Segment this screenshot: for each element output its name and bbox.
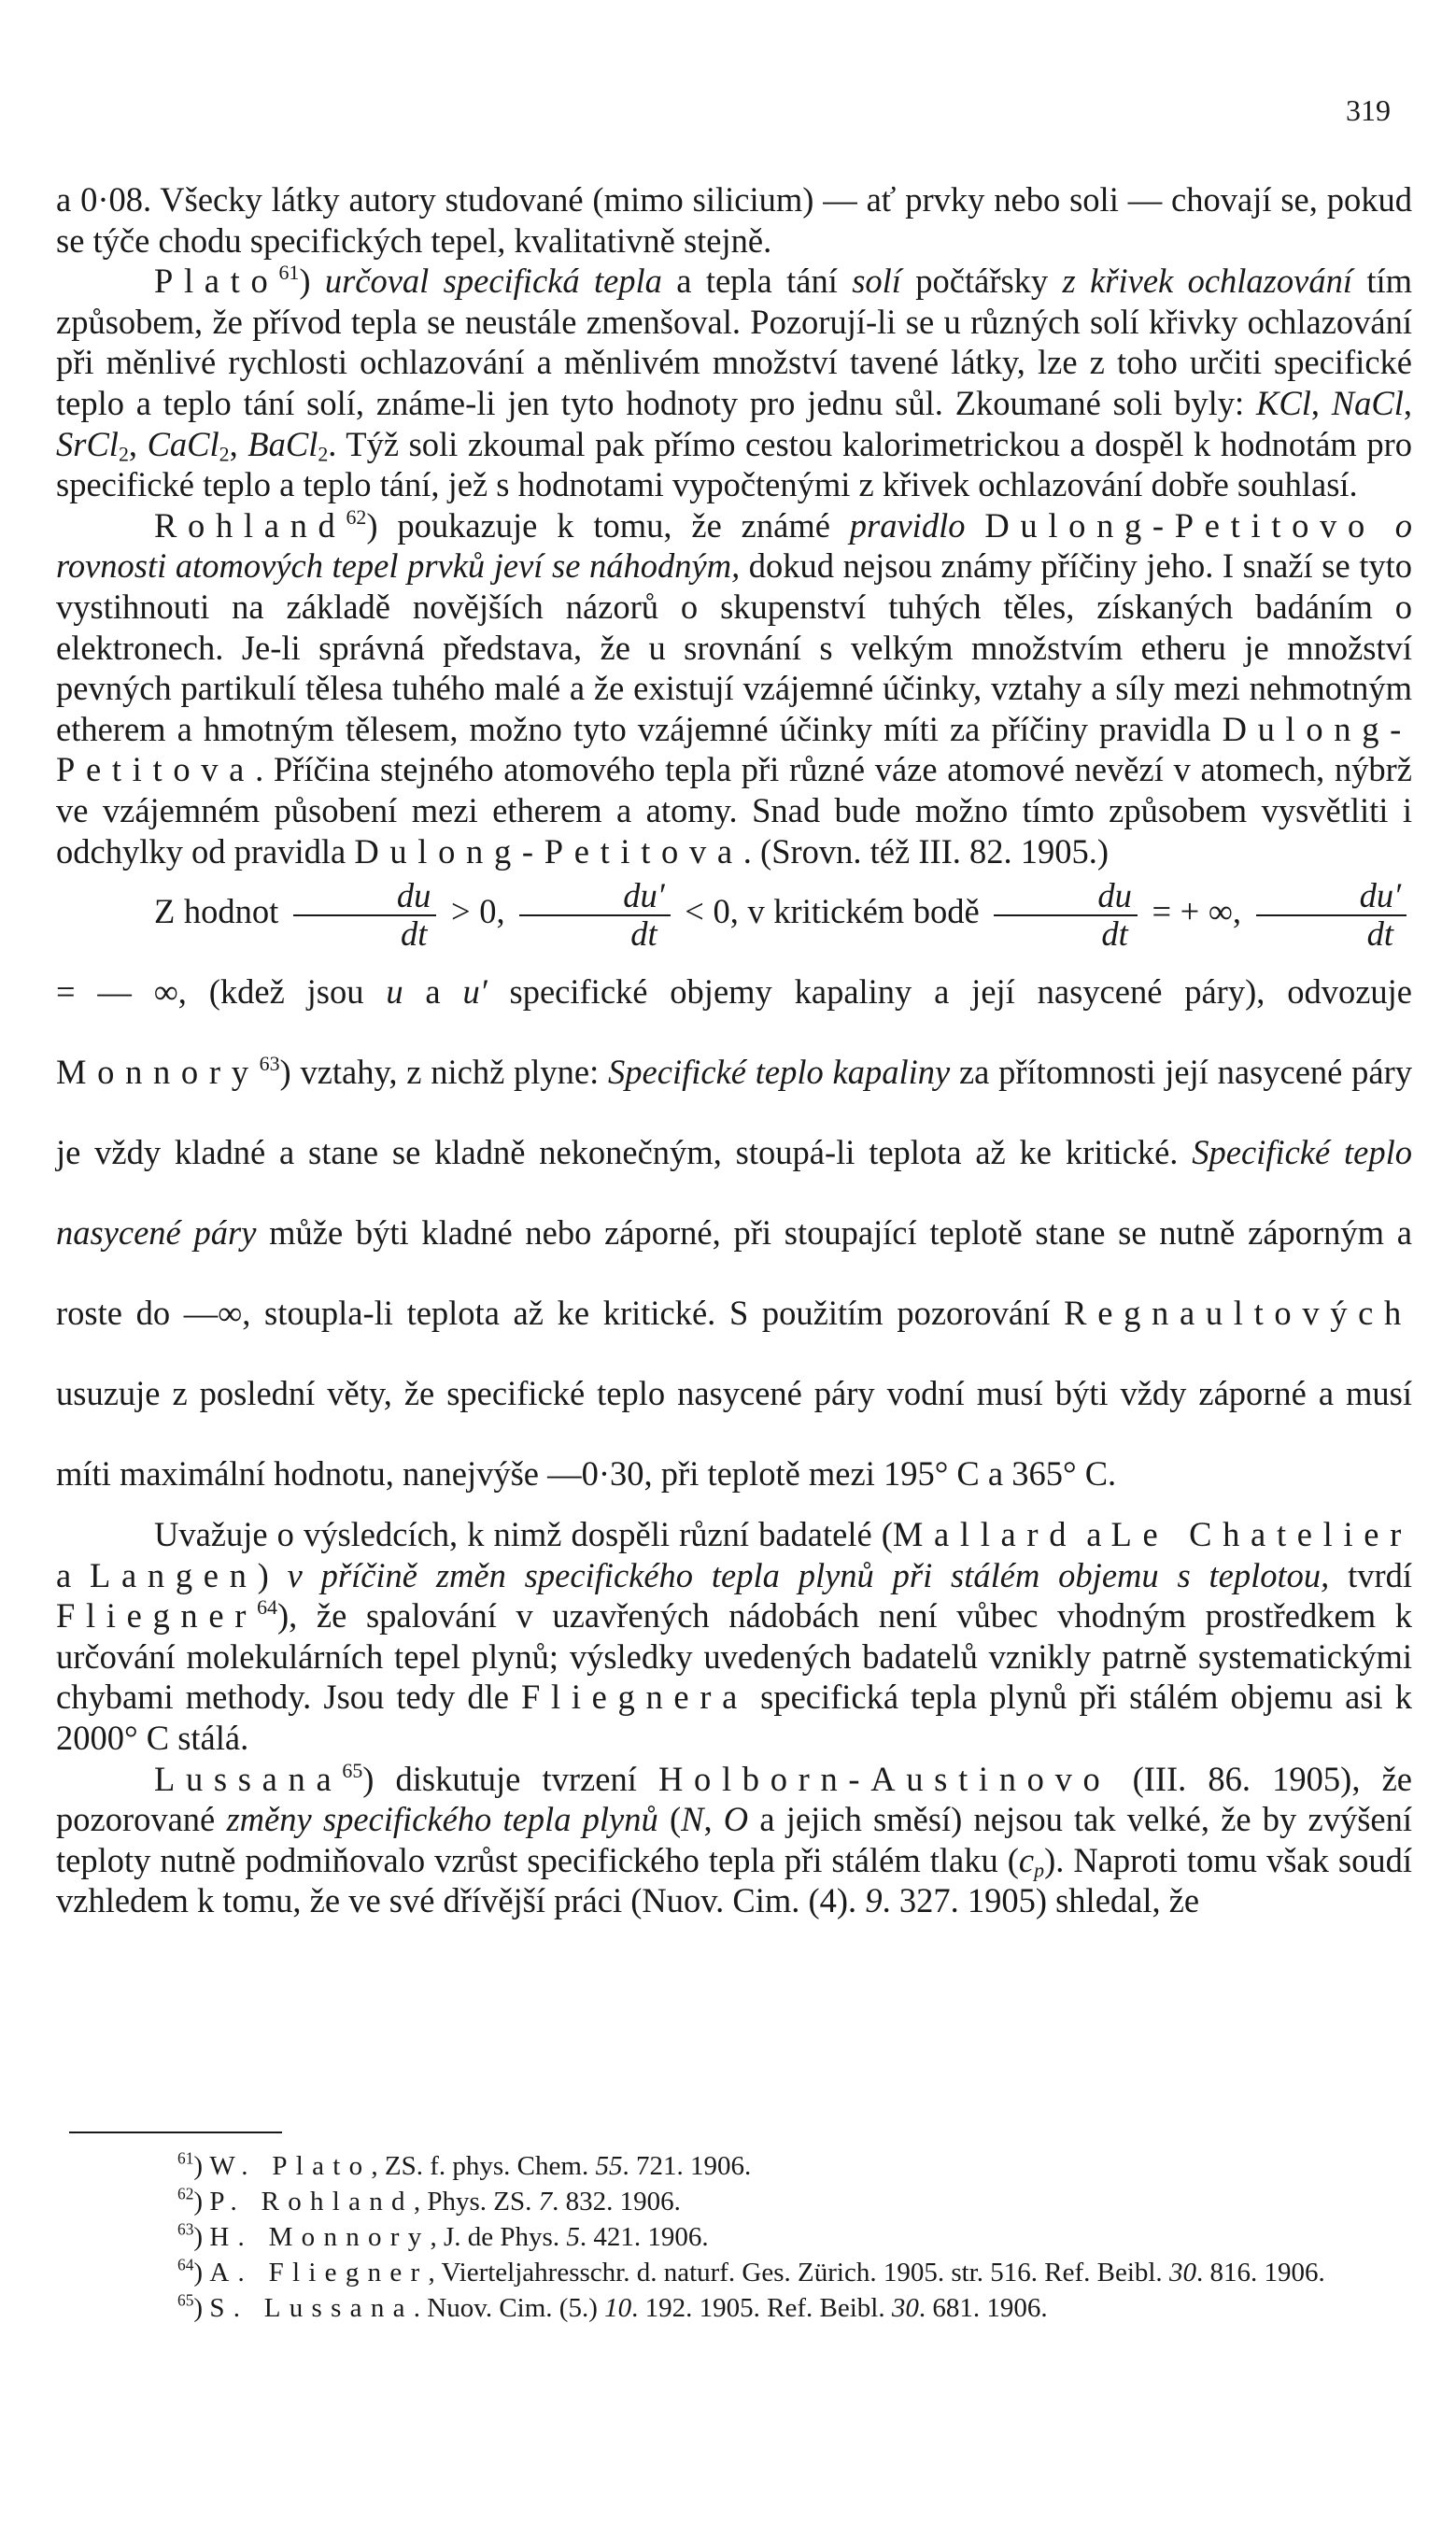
footnotes <box>67 2148 1412 2326</box>
paragraph-3: Rohland$^{62}$) poukazuje k tomu, že známé pravidlo Dulong-Petitovo o rovnosti atomových tepel prvků jeví se náhodným, dokud nejsou známy příčiny jeho. I snaží se tyto vystihnouti na základě novějších názorů o skupenství tuhých těles, získaných badáním o elektronech. Je-li správná představa, že u srovnání s velkým množstvím etheru je množství pevných partikulí tělesa tuhého malé a že existují vzájemné účinky, vztahy a síly mezi nehmotným etherem a hmotným tělesem, možno tyto vzájemné účinky míti za příčiny pravidla Dulong-Petitova. Příčina stejného atomového tepla při různé váze atomové nevězí v atomech, nýbrž ve vzájemném působení mezi etherem a atomy. Snad bude možno tímto způsobem vysvětliti i odchylky od pravidla Dulong-Petitova. (Srovn. též III. 82. 1905.) <box>56 504 1413 871</box>
author-name: Monnory <box>56 1053 260 1092</box>
footnote-61: $^{61}$) W. Plato, ZS. f. phys. Chem. 55. 721. 1906. <box>177 2148 752 2181</box>
formula: NaCl <box>1331 383 1404 422</box>
footnote-divider <box>69 2132 282 2133</box>
formula: BaCl <box>247 424 318 463</box>
paragraph-4: Z hodnot $\frac{du}{dt}$ > 0, $\frac{du'}{dt}$ < 0, v kritickém bodě $\frac{du}{dt}$ = + ∞, $\frac{du'}{dt}$ = — ∞, (kdež jsou u a u′ specifické objemy kapaliny a její nasycené páry), odvozuje Monnory$^{63}$) vztahy, z nichž plyne: Specifické teplo kapaliny za přítomnosti její nasycené páry je vždy kladné a stane se kladně nekonečným, stoupá-li teplota až ke kritické. Specifické teplo nasycené páry může býti kladné nebo záporné, při stoupající teplotě stane se nutně záporným a roste do —∞, stoupla-li teplota až ke kritické. S použitím pozorování Regnaultových usuzuje z poslední věty, že specifické teplo nasycené páry vodní musí býti vždy záporné a musí míti maximální hodnotu, nanejvýše —0·30, při teplotě mezi 195° C a 365° C. <box>56 876 1412 1494</box>
footnote-63: $^{63}$) H. Monnory, J. de Phys. 5. 421. 1906. <box>177 2219 709 2252</box>
formula: KCl <box>1256 383 1311 422</box>
paragraph-2: Plato$^{61}$) určoval specifická tepla a tepla tání solí počtářsky z křivek ochlazování tím způsobem, že přívod tepla se neustále zmenšoval. Pozorují-li se u různých solí křivky ochlazování při měnlivé rychlosti ochlazování a měnlivém množství tavené látky, lze z toho určiti specifické teplo a teplo tání solí, známe-li jen tyto hodnoty pro jednu sůl. Zkoumané soli byly: KCl, NaCl, SrCl$_2$, CaCl$_2$, BaCl$_2$. Týž soli zkoumal pak přímo cestou kalorimetrickou a dospěl k hodnotám pro specifické teplo a teplo tání, jež s hodnotami vypočtenými z křivek ochlazování dobře souhlasí. <box>56 260 1413 504</box>
footnote-ref: 62 <box>346 504 367 529</box>
footnote-65: $^{65}$) S. Lussana. Nuov. Cim. (5.) 10. 192. 1905. Ref. Beibl. 30. 681. 1906. <box>177 2290 1048 2323</box>
footnote-ref: 61 <box>278 260 300 284</box>
fraction-du-dt: $\frac{du}{dt}$ <box>994 878 1138 952</box>
footnote-ref: 63 <box>259 1051 280 1075</box>
footnote-64: $^{64}$) A. Fliegner, Vierteljahresschr. d. naturf. Ges. Zürich. 1905. str. 516. Ref. Beibl. 30. 816. 1906. <box>177 2255 1325 2287</box>
footnote-ref: 64 <box>257 1595 277 1620</box>
footnote-ref: 65 <box>342 1758 363 1782</box>
author-name: Fliegner <box>56 1596 258 1636</box>
author-name: Rohland <box>154 505 346 545</box>
paragraph-6: Lussana$^{65}$) diskutuje tvrzení Holborn-Austinovo (III. 86. 1905), že pozorované změny specifického tepla plynů (N, O a jejich směsí) nejsou tak velké, že by zvýšení teploty nutně podmiňovalo vzrůst specifického tepla při stálém tlaku $(c_p)$. Naproti tomu však soudí vzhledem k tomu, že ve své dřívější práci (Nuov. Cim. (4). 9. 327. 1905) shledal, že <box>56 1758 1412 1920</box>
main-text <box>56 179 1412 1921</box>
formula: CaCl <box>147 424 219 463</box>
formula: SrCl <box>56 424 119 463</box>
author-name: Plato <box>154 262 279 301</box>
fraction-duprime-dt: $\frac{du'}{dt}$ <box>519 878 670 952</box>
paragraph-5: Uvažuje o výsledcích, k nimž dospěli různí badatelé (Mallard a Le Chatelier a Langen) v příčině změn specifického tepla plynů při stálém objemu s teplotou, tvrdí Fliegner$^{64}$), že spalování v uzavřených nádobách není vůbec vhodným prostředkem k určování molekulárních tepel plynů; výsledky uvedených badatelů vznikly patrně systematickými chybami methody. Jsou tedy dle Fliegnera specifická tepla plynů při stálém objemu asi k 2000° C stálá. <box>56 1515 1413 1758</box>
author-name: Lussana <box>154 1759 343 1798</box>
fraction-duprime-dt: $\frac{du'}{dt}$ <box>1256 878 1407 952</box>
paragraph-1: a 0·08. Všecky látky autory studované (mimo silicium) — ať prvky nebo soli — chovají se, pokud se týče chodu specifických tepel, kvalitativně stejně. <box>56 180 1412 260</box>
footnote-62: $^{62}$) P. Rohland, Phys. ZS. 7. 832. 1906. <box>177 2184 681 2216</box>
fraction-du-dt: $\frac{du}{dt}$ <box>293 878 437 952</box>
page-number: 319 <box>1346 93 1391 127</box>
